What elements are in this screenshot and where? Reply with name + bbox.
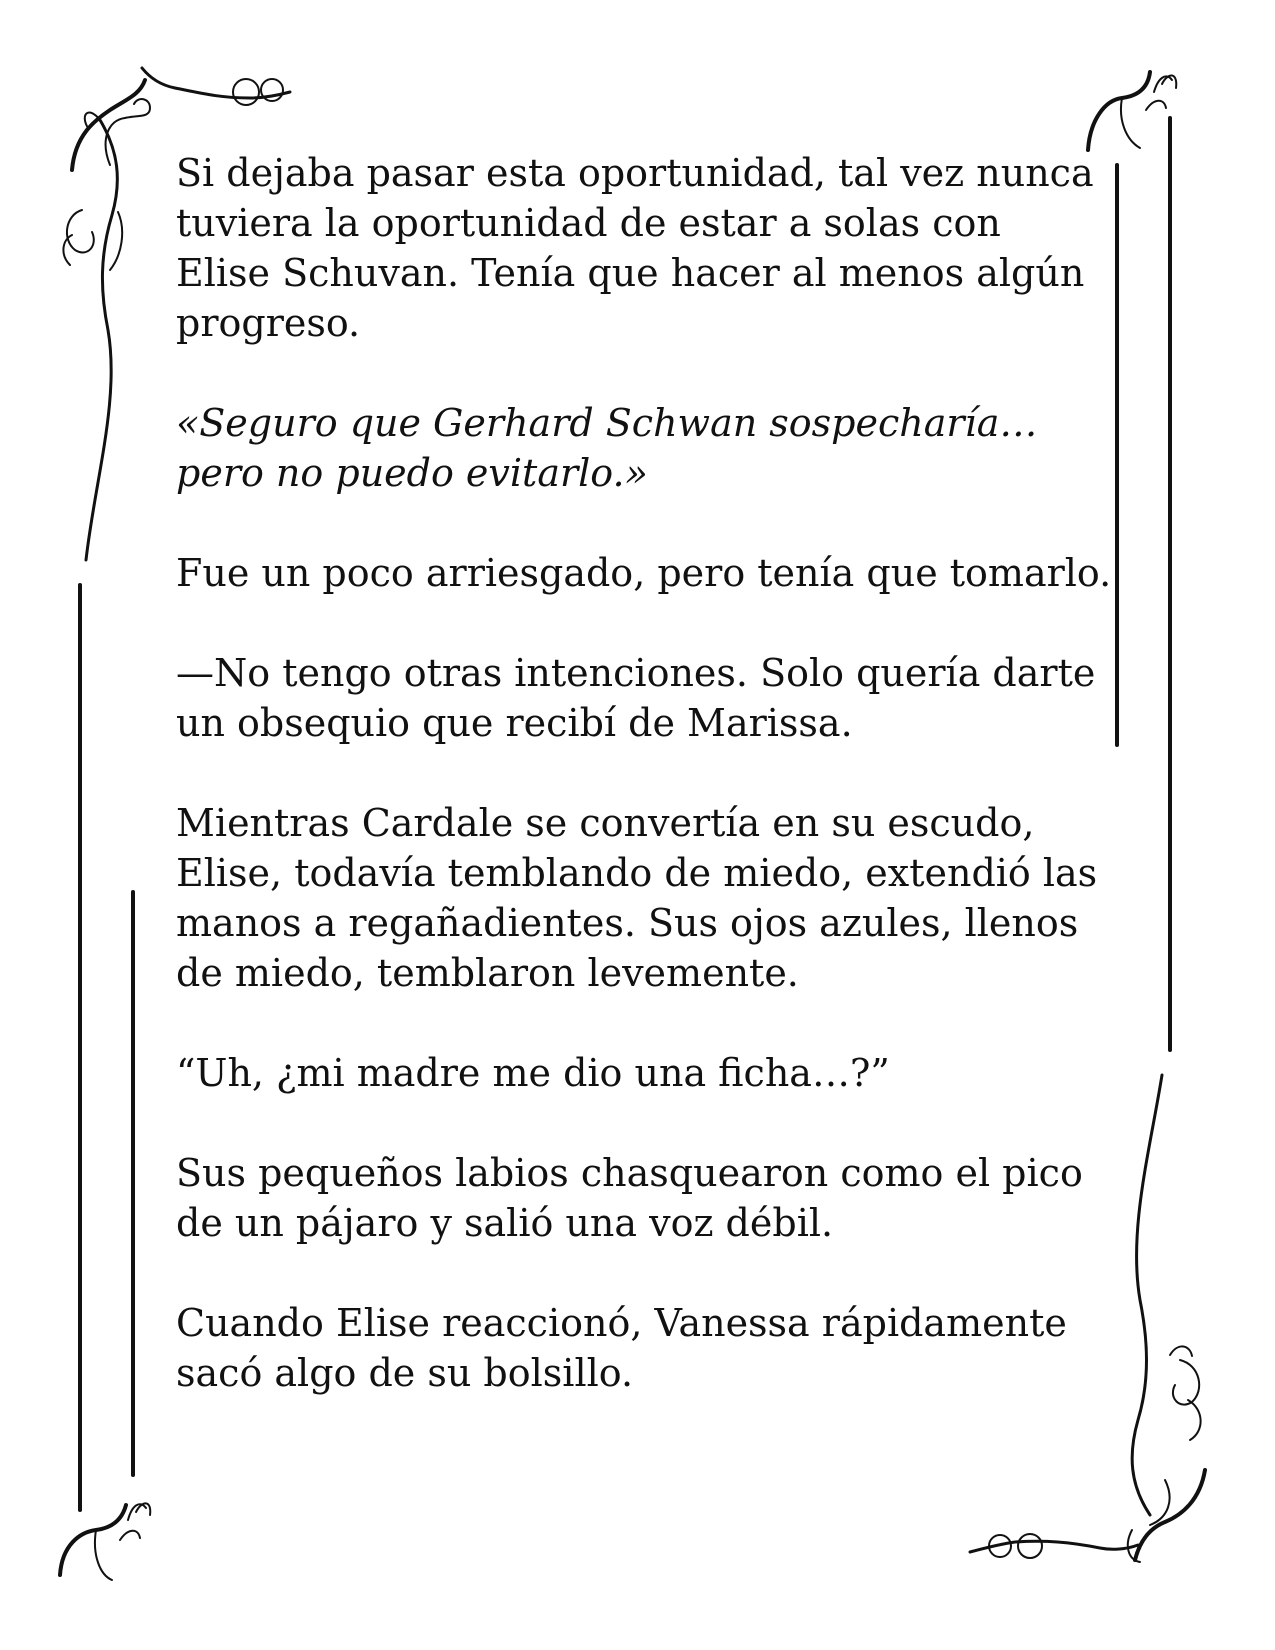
text-line: manos a regañadientes. Sus ojos azules, llenos xyxy=(176,901,1079,945)
text-line: sacó algo de su bolsillo. xyxy=(176,1351,634,1395)
text-line: progreso. xyxy=(176,301,361,345)
paragraph xyxy=(176,798,1106,998)
paragraph xyxy=(176,1048,1106,1098)
paragraph xyxy=(176,648,1106,748)
paragraph xyxy=(176,148,1106,348)
text-line: de miedo, temblaron levemente. xyxy=(176,951,799,995)
bottom-left-flourish-icon xyxy=(60,1503,150,1580)
story-text xyxy=(176,148,1112,1448)
top-right-flourish-icon xyxy=(1088,72,1176,150)
text-line: Elise, todavía temblando de miedo, extendió las xyxy=(176,851,1098,895)
text-line: Mientras Cardale se convertía en su escudo, xyxy=(176,801,1035,845)
text-line: Fue un poco arriesgado, pero tenía que tomarlo. xyxy=(176,551,1112,595)
text-line: un obsequio que recibí de Marissa. xyxy=(176,701,853,745)
text-line: Sus pequeños labios chasquearon como el pico xyxy=(176,1151,1083,1195)
italic-paragraph xyxy=(176,398,1106,498)
text-line: pero no puedo evitarlo.» xyxy=(176,451,648,495)
text-line: —No tengo otras intenciones. Solo quería darte xyxy=(176,651,1096,695)
text-line: «Seguro que Gerhard Schwan sospecharía… xyxy=(176,401,1038,445)
text-line: Cuando Elise reaccionó, Vanessa rápidamente xyxy=(176,1301,1067,1345)
text-line: “Uh, ¿mi madre me dio una ficha…?” xyxy=(176,1051,890,1095)
text-line: Si dejaba pasar esta oportunidad, tal vez nunca xyxy=(176,151,1094,195)
paragraph xyxy=(176,1148,1106,1248)
text-line: de un pájaro y salió una voz débil. xyxy=(176,1201,834,1245)
paragraph xyxy=(176,548,1112,598)
text-line: tuviera la oportunidad de estar a solas con xyxy=(176,201,1001,245)
text-line: Elise Schuvan. Tenía que hacer al menos algún xyxy=(176,251,1085,295)
paragraph xyxy=(176,1298,1106,1398)
